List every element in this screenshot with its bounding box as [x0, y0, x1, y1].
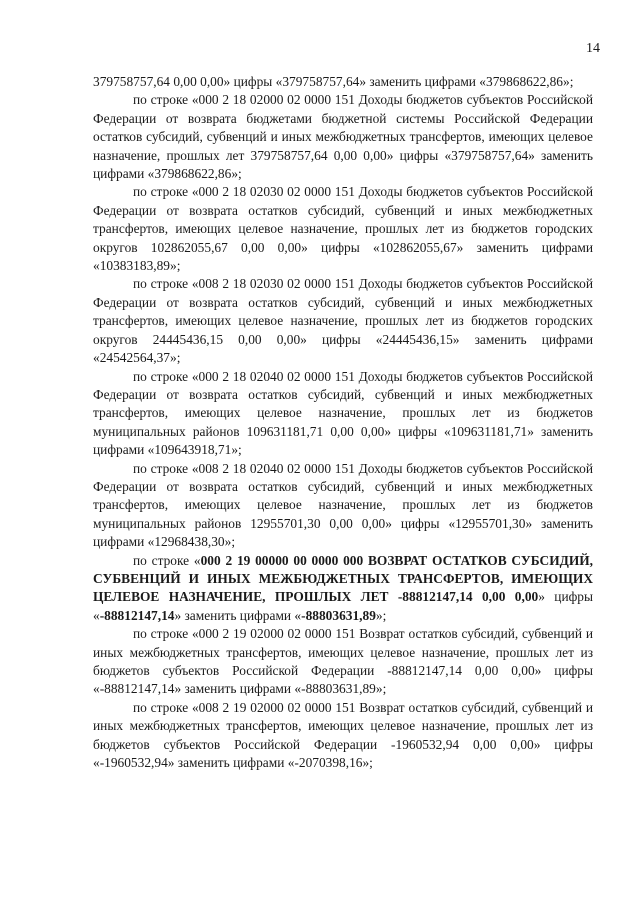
paragraph	[93, 460, 593, 552]
paragraph	[93, 275, 593, 367]
bold-text-segment: -88812147,14	[99, 607, 175, 623]
paragraph	[93, 183, 593, 275]
bold-text-segment: -88803631,89	[301, 607, 376, 623]
text-segment: по строке «008 2 18 02030 02 0000 151 Доходы бюджетов субъектов Российской Федерации от возврата остатков субсидий, субвенций и иных межбюджетных трансфертов, имеющих целевое назначение, прошлых лет из бюджетов городских округов 24445436,15 0,00 0,00» цифры «24445436,15» заменить цифрами «24542564,37»;	[93, 276, 593, 366]
text-segment: по строке «000 2 18 02000 02 0000 151 Доходы бюджетов субъектов Российской Федерации от возврата бюджетами бюджетной системы Российской Федерации остатков субсидий, субвенций и иных межбюджетных трансфертов, имеющих целевое назначение, прошлых лет 379758757,64 0,00 0,00» цифры «379758757,64» заменить цифрами «379868622,86»;	[93, 92, 593, 182]
paragraph	[93, 368, 593, 460]
paragraph	[93, 73, 593, 91]
text-segment: по строке «000 2 18 02040 02 0000 151 Доходы бюджетов субъектов Российской Федерации от возврата остатков субсидий, субвенций и иных межбюджетных трансфертов, имеющих целевое назначение, прошлых лет из бюджетов муниципальных районов 109631181,71 0,00 0,00» цифры «109631181,71» заменить цифрами «109643918,71»;	[93, 368, 593, 458]
text-segment: по строке «008 2 18 02040 02 0000 151 Доходы бюджетов субъектов Российской Федерации от возврата остатков субсидий, субвенций и иных межбюджетных трансфертов, имеющих целевое назначение, прошлых лет из бюджетов муниципальных районов 12955701,30 0,00 0,00» цифры «12955701,30» заменить цифрами «12968438,30»;	[93, 460, 593, 550]
text-segment: » заменить цифрами «	[174, 607, 302, 623]
text-segment: »;	[375, 607, 387, 623]
text-segment: по строке «000 2 19 02000 02 0000 151 Возврат остатков субсидий, субвенций и иных межбюджетных трансфертов, имеющих целевое назначение, прошлых лет из бюджетов субъектов Российской Федерации -88812147,14 0,00 0,00» цифры «-88812147,14» заменить цифрами «-88803631,89»;	[93, 626, 593, 697]
text-segment: 379758757,64 0,00 0,00» цифры «379758757,64» заменить цифрами «379868622,86»;	[93, 74, 574, 89]
text-segment: » цифры «	[93, 589, 594, 623]
bold-text-segment: 000 2 19 00000 00 0000 000 ВОЗВРАТ ОСТАТКОВ СУБСИДИЙ, СУБВЕНЦИЙ И ИНЫХ МЕЖБЮДЖЕТНЫХ ТРАНСФЕРТОВ, ИМЕЮЩИХ ЦЕЛЕВОЕ НАЗНАЧЕНИЕ, ПРОШЛЫХ ЛЕТ -88812147,14 0,00 0,00	[93, 552, 593, 605]
page-number: 14	[586, 41, 600, 56]
paragraph	[93, 552, 593, 626]
document-body	[93, 73, 593, 772]
text-segment: по строке «	[133, 552, 201, 568]
text-segment: по строке «008 2 19 02000 02 0000 151 Возврат остатков субсидий, субвенций и иных межбюджетных трансфертов, имеющих целевое назначение, прошлых лет из бюджетов субъектов Российской Федерации -1960532,94 0,00 0,00» цифры «-1960532,94» заменить цифрами «-2070398,16»;	[93, 699, 593, 771]
paragraph	[93, 699, 593, 773]
paragraph	[93, 625, 593, 699]
paragraph	[93, 91, 593, 183]
text-segment: по строке «000 2 18 02030 02 0000 151 Доходы бюджетов субъектов Российской Федерации от возврата остатков субсидий, субвенций и иных межбюджетных трансфертов, имеющих целевое назначение, прошлых лет из бюджетов городских округов 102862055,67 0,00 0,00» цифры «102862055,67» заменить цифрами «10383183,89»;	[93, 184, 593, 274]
